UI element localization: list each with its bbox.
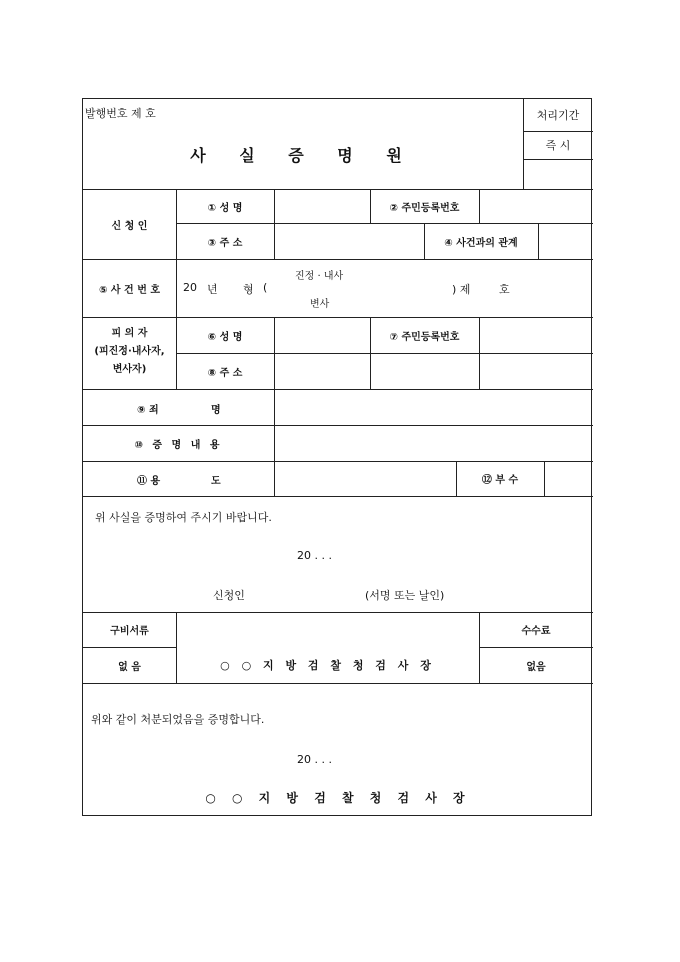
crime-label-2: 명	[211, 405, 221, 416]
divider	[83, 389, 593, 390]
divider	[83, 317, 593, 318]
applicant-rrn-label: ② 주민등록번호	[389, 202, 460, 214]
suspect-label-line1: 피 의 자	[111, 328, 148, 339]
content-label: ⑩ 증 명 내 용	[134, 439, 223, 451]
copies-label: ⑫ 부 수	[481, 475, 519, 486]
signer-label: 신청인	[213, 589, 245, 602]
required-docs-label: 구비서류	[110, 626, 149, 637]
certify-text: 위와 같이 처분되었음을 증명합니다.	[91, 713, 265, 726]
usage-label-2: 도	[211, 476, 221, 487]
case-year: 20	[183, 281, 197, 294]
crime-label: ⑨ 죄	[137, 405, 159, 416]
certify-date: 20 . . .	[297, 753, 332, 766]
case-option-death: 변사	[310, 299, 330, 310]
signature-hint: (서명 또는 날인)	[365, 589, 445, 602]
usage-label: ⑪ 용	[137, 476, 161, 487]
case-ho: 호	[499, 283, 510, 296]
divider	[479, 317, 480, 389]
applicant-label: 신 청 인	[111, 220, 148, 232]
applicant-relation-label: ④ 사건과의 관계	[444, 237, 518, 249]
required-docs-value: 없 음	[118, 661, 141, 673]
certificate-form	[82, 98, 592, 816]
prosecutor-office: ○ ○ 지 방 검 찰 청 검 사 장	[220, 659, 435, 672]
processing-period-label: 처리기간	[536, 109, 580, 122]
divider	[479, 189, 480, 223]
suspect-label-line2: (피진정·내사자,	[94, 346, 165, 357]
suspect-label	[83, 325, 176, 379]
divider	[274, 389, 275, 496]
divider	[523, 159, 593, 160]
suspect-address-label: ⑧ 주 소	[207, 367, 243, 379]
case-year-unit: 년	[207, 283, 218, 296]
case-type: 형	[243, 283, 254, 296]
case-option-petition: 진정 · 내사	[295, 271, 344, 282]
suspect-rrn-label: ⑦ 주민등록번호	[389, 331, 460, 343]
divider	[176, 259, 177, 317]
divider	[274, 317, 275, 389]
prosecutor-office-footer: ○ ○ 지 방 검 찰 청 검 사 장	[205, 790, 471, 805]
fee-label: 수수료	[521, 626, 551, 637]
request-date: 20 . . .	[297, 549, 332, 562]
page-title: 사 실 증 명 원	[190, 145, 416, 165]
fee-value: 없음	[526, 661, 546, 673]
divider	[83, 683, 593, 684]
processing-period-value: 즉 시	[545, 139, 571, 152]
case-paren-close: ) 제	[452, 283, 471, 296]
request-text: 위 사실을 증명하여 주시기 바랍니다.	[95, 511, 272, 524]
suspect-label-line3: 변사자)	[112, 364, 147, 375]
divider	[274, 189, 275, 259]
divider	[83, 496, 593, 497]
case-paren-open: (	[263, 281, 268, 294]
divider	[538, 223, 539, 259]
issue-number: 발행번호 제 호	[85, 107, 156, 120]
applicant-name-label: ① 성 명	[207, 202, 243, 214]
applicant-address-label: ③ 주 소	[207, 237, 243, 249]
divider	[544, 461, 545, 496]
suspect-name-label: ⑥ 성 명	[207, 331, 243, 343]
case-number-label: ⑤ 사 건 번 호	[98, 284, 161, 296]
